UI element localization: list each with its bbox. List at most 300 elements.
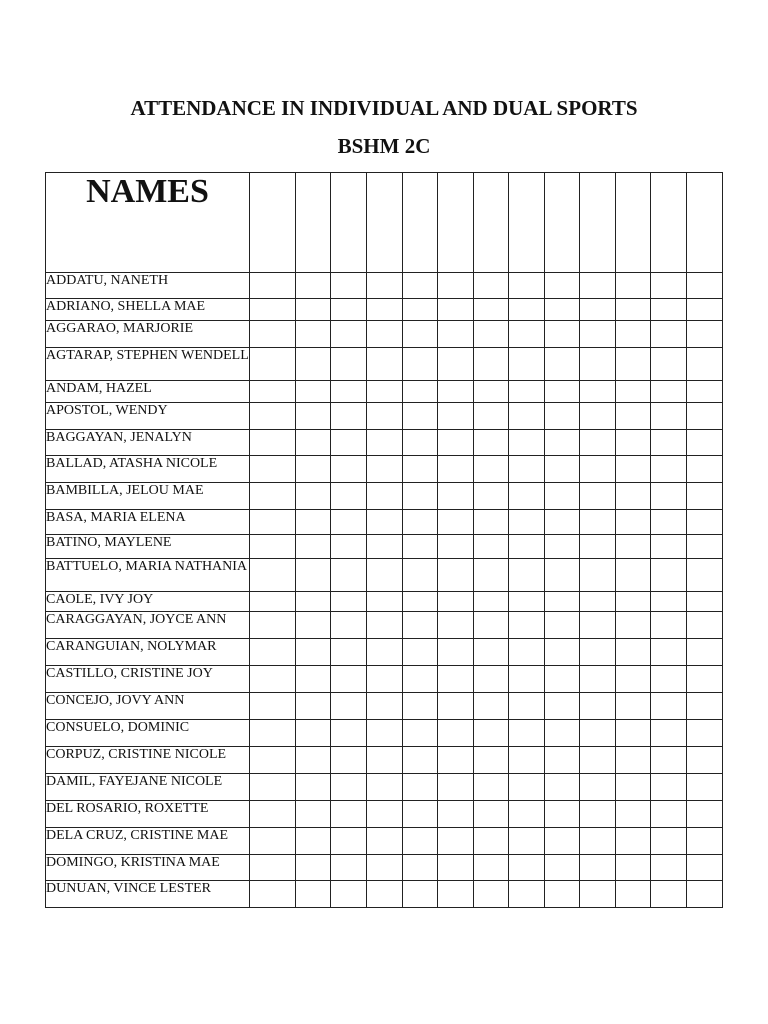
date-column-header[interactable] [687,173,723,273]
attendance-cell[interactable] [403,535,438,559]
attendance-cell[interactable] [687,403,723,430]
attendance-cell[interactable] [616,273,651,299]
attendance-cell[interactable] [580,559,616,592]
attendance-cell[interactable] [367,693,403,720]
attendance-cell[interactable] [687,639,723,666]
attendance-cell[interactable] [509,666,545,693]
attendance-cell[interactable] [403,299,438,321]
attendance-cell[interactable] [296,881,331,908]
attendance-cell[interactable] [651,273,687,299]
attendance-cell[interactable] [687,348,723,381]
attendance-cell[interactable] [331,592,367,612]
attendance-cell[interactable] [403,403,438,430]
attendance-cell[interactable] [403,430,438,456]
attendance-cell[interactable] [331,348,367,381]
attendance-cell[interactable] [403,612,438,639]
attendance-cell[interactable] [651,801,687,828]
attendance-cell[interactable] [438,299,474,321]
attendance-cell[interactable] [403,510,438,535]
attendance-cell[interactable] [403,693,438,720]
attendance-cell[interactable] [403,855,438,881]
attendance-cell[interactable] [474,666,509,693]
attendance-cell[interactable] [509,535,545,559]
attendance-cell[interactable] [509,403,545,430]
attendance-cell[interactable] [580,535,616,559]
attendance-cell[interactable] [509,855,545,881]
attendance-cell[interactable] [651,693,687,720]
attendance-cell[interactable] [509,321,545,348]
attendance-cell[interactable] [331,720,367,747]
attendance-cell[interactable] [367,535,403,559]
attendance-cell[interactable] [509,456,545,483]
attendance-cell[interactable] [438,720,474,747]
attendance-cell[interactable] [687,430,723,456]
attendance-cell[interactable] [651,483,687,510]
attendance-cell[interactable] [616,747,651,774]
attendance-cell[interactable] [651,348,687,381]
attendance-cell[interactable] [509,747,545,774]
attendance-cell[interactable] [367,666,403,693]
attendance-cell[interactable] [367,828,403,855]
attendance-cell[interactable] [403,828,438,855]
attendance-cell[interactable] [403,273,438,299]
date-column-header[interactable] [651,173,687,273]
attendance-cell[interactable] [367,430,403,456]
attendance-cell[interactable] [580,321,616,348]
attendance-cell[interactable] [474,348,509,381]
attendance-cell[interactable] [474,639,509,666]
attendance-cell[interactable] [616,855,651,881]
attendance-cell[interactable] [616,828,651,855]
attendance-cell[interactable] [296,774,331,801]
attendance-cell[interactable] [438,747,474,774]
attendance-cell[interactable] [296,535,331,559]
attendance-cell[interactable] [438,456,474,483]
attendance-cell[interactable] [296,559,331,592]
attendance-cell[interactable] [651,535,687,559]
attendance-cell[interactable] [545,321,580,348]
attendance-cell[interactable] [651,855,687,881]
attendance-cell[interactable] [616,612,651,639]
attendance-cell[interactable] [474,612,509,639]
attendance-cell[interactable] [545,747,580,774]
attendance-cell[interactable] [509,299,545,321]
attendance-cell[interactable] [580,381,616,403]
attendance-cell[interactable] [687,720,723,747]
attendance-cell[interactable] [367,592,403,612]
attendance-cell[interactable] [331,801,367,828]
attendance-cell[interactable] [651,747,687,774]
attendance-cell[interactable] [474,801,509,828]
attendance-cell[interactable] [545,381,580,403]
date-column-header[interactable] [545,173,580,273]
attendance-cell[interactable] [474,430,509,456]
attendance-cell[interactable] [250,299,296,321]
attendance-cell[interactable] [580,801,616,828]
attendance-cell[interactable] [474,456,509,483]
attendance-cell[interactable] [545,855,580,881]
attendance-cell[interactable] [651,666,687,693]
attendance-cell[interactable] [296,666,331,693]
attendance-cell[interactable] [331,693,367,720]
attendance-cell[interactable] [403,639,438,666]
date-column-header[interactable] [296,173,331,273]
attendance-cell[interactable] [403,321,438,348]
attendance-cell[interactable] [616,881,651,908]
attendance-cell[interactable] [474,747,509,774]
attendance-cell[interactable] [509,510,545,535]
attendance-cell[interactable] [438,881,474,908]
attendance-cell[interactable] [509,828,545,855]
attendance-cell[interactable] [509,881,545,908]
attendance-cell[interactable] [616,592,651,612]
attendance-cell[interactable] [438,639,474,666]
attendance-cell[interactable] [331,299,367,321]
attendance-cell[interactable] [250,592,296,612]
attendance-cell[interactable] [616,456,651,483]
date-column-header[interactable] [250,173,296,273]
attendance-cell[interactable] [616,483,651,510]
attendance-cell[interactable] [403,747,438,774]
attendance-cell[interactable] [296,381,331,403]
date-column-header[interactable] [331,173,367,273]
attendance-cell[interactable] [250,720,296,747]
attendance-cell[interactable] [403,483,438,510]
date-column-header[interactable] [403,173,438,273]
attendance-cell[interactable] [651,828,687,855]
date-column-header[interactable] [616,173,651,273]
attendance-cell[interactable] [250,559,296,592]
attendance-cell[interactable] [474,381,509,403]
attendance-cell[interactable] [367,510,403,535]
attendance-cell[interactable] [651,321,687,348]
attendance-cell[interactable] [545,592,580,612]
attendance-cell[interactable] [250,828,296,855]
attendance-cell[interactable] [545,720,580,747]
attendance-cell[interactable] [616,381,651,403]
attendance-cell[interactable] [509,559,545,592]
attendance-cell[interactable] [403,801,438,828]
attendance-cell[interactable] [580,592,616,612]
attendance-cell[interactable] [616,348,651,381]
attendance-cell[interactable] [367,774,403,801]
attendance-cell[interactable] [616,430,651,456]
attendance-cell[interactable] [403,592,438,612]
attendance-cell[interactable] [545,801,580,828]
attendance-cell[interactable] [580,456,616,483]
attendance-cell[interactable] [474,510,509,535]
attendance-cell[interactable] [296,639,331,666]
attendance-cell[interactable] [250,693,296,720]
attendance-cell[interactable] [438,403,474,430]
attendance-cell[interactable] [438,592,474,612]
attendance-cell[interactable] [331,747,367,774]
attendance-cell[interactable] [545,273,580,299]
attendance-cell[interactable] [250,483,296,510]
attendance-cell[interactable] [651,510,687,535]
attendance-cell[interactable] [250,403,296,430]
attendance-cell[interactable] [331,774,367,801]
attendance-cell[interactable] [331,535,367,559]
attendance-cell[interactable] [651,881,687,908]
attendance-cell[interactable] [250,639,296,666]
attendance-cell[interactable] [616,299,651,321]
attendance-cell[interactable] [580,666,616,693]
attendance-cell[interactable] [438,828,474,855]
attendance-cell[interactable] [250,666,296,693]
date-column-header[interactable] [367,173,403,273]
attendance-cell[interactable] [687,855,723,881]
attendance-cell[interactable] [250,535,296,559]
attendance-cell[interactable] [687,774,723,801]
attendance-cell[interactable] [474,720,509,747]
attendance-cell[interactable] [474,592,509,612]
attendance-cell[interactable] [331,612,367,639]
attendance-cell[interactable] [250,774,296,801]
attendance-cell[interactable] [250,273,296,299]
attendance-cell[interactable] [616,639,651,666]
attendance-cell[interactable] [545,535,580,559]
attendance-cell[interactable] [474,828,509,855]
attendance-cell[interactable] [580,720,616,747]
attendance-cell[interactable] [331,666,367,693]
attendance-cell[interactable] [331,321,367,348]
attendance-cell[interactable] [580,693,616,720]
attendance-cell[interactable] [580,828,616,855]
attendance-cell[interactable] [616,774,651,801]
attendance-cell[interactable] [687,612,723,639]
attendance-cell[interactable] [367,299,403,321]
attendance-cell[interactable] [296,321,331,348]
attendance-cell[interactable] [438,535,474,559]
attendance-cell[interactable] [403,559,438,592]
attendance-cell[interactable] [687,299,723,321]
attendance-cell[interactable] [331,381,367,403]
attendance-cell[interactable] [545,430,580,456]
attendance-cell[interactable] [474,559,509,592]
attendance-cell[interactable] [331,881,367,908]
attendance-cell[interactable] [474,855,509,881]
attendance-cell[interactable] [509,612,545,639]
attendance-cell[interactable] [651,592,687,612]
attendance-cell[interactable] [651,720,687,747]
attendance-cell[interactable] [250,348,296,381]
attendance-cell[interactable] [687,381,723,403]
attendance-cell[interactable] [545,881,580,908]
attendance-cell[interactable] [250,381,296,403]
attendance-cell[interactable] [651,559,687,592]
attendance-cell[interactable] [296,483,331,510]
attendance-cell[interactable] [651,774,687,801]
attendance-cell[interactable] [580,273,616,299]
attendance-cell[interactable] [580,483,616,510]
attendance-cell[interactable] [474,774,509,801]
attendance-cell[interactable] [509,430,545,456]
attendance-cell[interactable] [250,801,296,828]
attendance-cell[interactable] [509,801,545,828]
attendance-cell[interactable] [331,828,367,855]
attendance-cell[interactable] [509,774,545,801]
attendance-cell[interactable] [331,483,367,510]
attendance-cell[interactable] [367,801,403,828]
attendance-cell[interactable] [687,881,723,908]
attendance-cell[interactable] [580,510,616,535]
attendance-cell[interactable] [474,535,509,559]
attendance-cell[interactable] [296,348,331,381]
attendance-cell[interactable] [687,321,723,348]
attendance-cell[interactable] [651,430,687,456]
attendance-cell[interactable] [250,510,296,535]
date-column-header[interactable] [509,173,545,273]
attendance-cell[interactable] [331,273,367,299]
attendance-cell[interactable] [438,483,474,510]
attendance-cell[interactable] [687,592,723,612]
attendance-cell[interactable] [367,612,403,639]
attendance-cell[interactable] [545,510,580,535]
attendance-cell[interactable] [616,801,651,828]
attendance-cell[interactable] [545,774,580,801]
attendance-cell[interactable] [250,321,296,348]
attendance-cell[interactable] [474,483,509,510]
attendance-cell[interactable] [651,381,687,403]
attendance-cell[interactable] [367,348,403,381]
attendance-cell[interactable] [651,403,687,430]
attendance-cell[interactable] [331,510,367,535]
attendance-cell[interactable] [474,321,509,348]
attendance-cell[interactable] [651,299,687,321]
attendance-cell[interactable] [296,801,331,828]
attendance-cell[interactable] [331,403,367,430]
attendance-cell[interactable] [474,881,509,908]
attendance-cell[interactable] [687,666,723,693]
attendance-cell[interactable] [438,774,474,801]
date-column-header[interactable] [580,173,616,273]
attendance-cell[interactable] [438,348,474,381]
attendance-cell[interactable] [331,430,367,456]
attendance-cell[interactable] [616,559,651,592]
attendance-cell[interactable] [545,828,580,855]
attendance-cell[interactable] [438,801,474,828]
attendance-cell[interactable] [367,720,403,747]
attendance-cell[interactable] [438,559,474,592]
attendance-cell[interactable] [509,693,545,720]
attendance-cell[interactable] [580,774,616,801]
attendance-cell[interactable] [296,693,331,720]
attendance-cell[interactable] [616,666,651,693]
attendance-cell[interactable] [580,612,616,639]
attendance-cell[interactable] [438,430,474,456]
attendance-cell[interactable] [580,881,616,908]
attendance-cell[interactable] [651,612,687,639]
attendance-cell[interactable] [509,720,545,747]
attendance-cell[interactable] [580,430,616,456]
attendance-cell[interactable] [474,273,509,299]
attendance-cell[interactable] [438,693,474,720]
attendance-cell[interactable] [367,747,403,774]
attendance-cell[interactable] [296,273,331,299]
attendance-cell[interactable] [580,299,616,321]
attendance-cell[interactable] [296,592,331,612]
attendance-cell[interactable] [545,456,580,483]
attendance-cell[interactable] [403,381,438,403]
attendance-cell[interactable] [438,855,474,881]
attendance-cell[interactable] [545,612,580,639]
attendance-cell[interactable] [580,348,616,381]
attendance-cell[interactable] [651,456,687,483]
attendance-cell[interactable] [616,693,651,720]
attendance-cell[interactable] [331,456,367,483]
attendance-cell[interactable] [296,612,331,639]
attendance-cell[interactable] [687,535,723,559]
attendance-cell[interactable] [296,299,331,321]
attendance-cell[interactable] [367,483,403,510]
attendance-cell[interactable] [616,403,651,430]
attendance-cell[interactable] [438,666,474,693]
attendance-cell[interactable] [367,559,403,592]
attendance-cell[interactable] [367,403,403,430]
attendance-cell[interactable] [438,273,474,299]
attendance-cell[interactable] [296,510,331,535]
attendance-cell[interactable] [296,456,331,483]
attendance-cell[interactable] [687,510,723,535]
attendance-cell[interactable] [509,483,545,510]
attendance-cell[interactable] [687,483,723,510]
attendance-cell[interactable] [580,403,616,430]
attendance-cell[interactable] [616,510,651,535]
attendance-cell[interactable] [687,747,723,774]
attendance-cell[interactable] [367,639,403,666]
attendance-cell[interactable] [474,403,509,430]
date-column-header[interactable] [474,173,509,273]
attendance-cell[interactable] [687,273,723,299]
attendance-cell[interactable] [509,592,545,612]
attendance-cell[interactable] [367,456,403,483]
attendance-cell[interactable] [687,801,723,828]
attendance-cell[interactable] [545,639,580,666]
attendance-cell[interactable] [545,348,580,381]
attendance-cell[interactable] [296,720,331,747]
attendance-cell[interactable] [296,747,331,774]
attendance-cell[interactable] [296,855,331,881]
attendance-cell[interactable] [367,321,403,348]
attendance-cell[interactable] [509,639,545,666]
attendance-cell[interactable] [438,612,474,639]
attendance-cell[interactable] [250,855,296,881]
attendance-cell[interactable] [331,639,367,666]
attendance-cell[interactable] [367,273,403,299]
attendance-cell[interactable] [403,666,438,693]
attendance-cell[interactable] [403,774,438,801]
attendance-cell[interactable] [616,535,651,559]
attendance-cell[interactable] [509,273,545,299]
attendance-cell[interactable] [687,559,723,592]
attendance-cell[interactable] [545,666,580,693]
attendance-cell[interactable] [545,299,580,321]
attendance-cell[interactable] [403,348,438,381]
attendance-cell[interactable] [438,510,474,535]
attendance-cell[interactable] [438,321,474,348]
attendance-cell[interactable] [296,403,331,430]
attendance-cell[interactable] [474,299,509,321]
attendance-cell[interactable] [580,855,616,881]
attendance-cell[interactable] [616,720,651,747]
attendance-cell[interactable] [545,403,580,430]
attendance-cell[interactable] [331,855,367,881]
attendance-cell[interactable] [474,693,509,720]
attendance-cell[interactable] [580,747,616,774]
attendance-cell[interactable] [509,381,545,403]
attendance-cell[interactable] [580,639,616,666]
